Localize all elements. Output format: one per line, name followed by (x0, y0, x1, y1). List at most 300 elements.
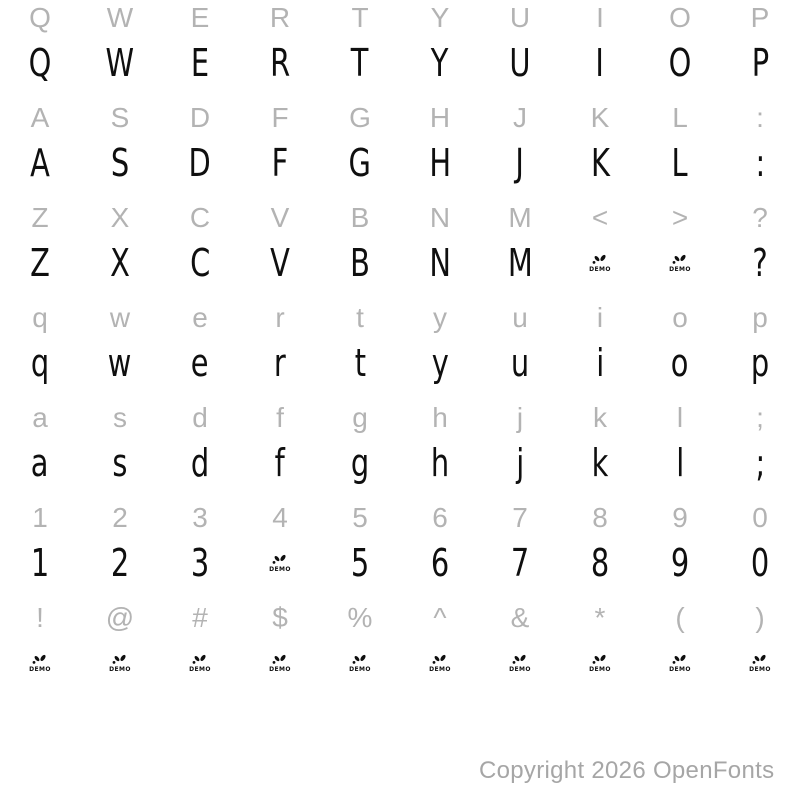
glyph-char: M (507, 241, 533, 285)
glyph-cell (0, 4, 80, 32)
glyph-char: B (350, 241, 370, 285)
glyph-char: w (109, 302, 131, 333)
glyph-cell (560, 541, 640, 585)
glyph-cell (720, 41, 800, 85)
glyph-cell (400, 241, 480, 285)
glyph-cell (640, 504, 720, 532)
glyph-cell (480, 654, 560, 673)
glyph-cell (400, 141, 480, 185)
glyph-char: K (590, 102, 610, 133)
glyph-char: R (269, 41, 291, 85)
glyph-char: X (110, 202, 130, 233)
glyph-char: 7 (510, 541, 530, 585)
glyph-char: 3 (192, 502, 208, 533)
glyph-cell (320, 141, 400, 185)
glyph-cell (560, 254, 640, 273)
glyph-char: J (513, 102, 527, 133)
glyph-char: I (596, 2, 604, 33)
glyph-char: 3 (190, 541, 210, 585)
demo-ornament-icon (272, 554, 288, 566)
glyph-cell (640, 41, 720, 85)
glyph-cell (240, 604, 320, 632)
glyph-char: W (105, 41, 135, 85)
reference-glyph-row (0, 200, 800, 236)
glyph-char: $ (272, 602, 288, 633)
glyph-cell (480, 41, 560, 85)
demo-label: DEMO (669, 665, 691, 673)
preview-glyph-row (0, 336, 800, 390)
glyph-cell (240, 141, 320, 185)
glyph-char: T (351, 41, 369, 85)
glyph-cell (240, 341, 320, 385)
glyph-char: 6 (432, 502, 448, 533)
demo-label: DEMO (29, 665, 51, 673)
glyph-char: D (188, 141, 212, 185)
glyph-char: ) (755, 602, 765, 633)
glyph-cell (0, 541, 80, 585)
glyph-char: G (348, 141, 372, 185)
glyph-cell (240, 204, 320, 232)
glyph-char: j (515, 441, 525, 485)
glyph-char: r (275, 302, 285, 333)
glyph-row-pair (0, 500, 800, 600)
glyph-char: A (30, 141, 50, 185)
glyph-cell (720, 654, 800, 673)
glyph-char: ? (752, 241, 768, 285)
glyph-row-pair (0, 400, 800, 500)
glyph-char: S (110, 102, 130, 133)
demo-label: DEMO (669, 265, 691, 273)
glyph-cell (240, 4, 320, 32)
glyph-cell (560, 404, 640, 432)
demo-glyph (669, 254, 691, 273)
glyph-char: K (590, 141, 610, 185)
glyph-row-pair (0, 200, 800, 300)
glyph-cell (720, 104, 800, 132)
glyph-cell (480, 504, 560, 532)
glyph-char: C (189, 202, 211, 233)
glyph-cell (400, 441, 480, 485)
glyph-cell (480, 204, 560, 232)
glyph-cell (240, 104, 320, 132)
glyph-cell (560, 341, 640, 385)
glyph-char: w (108, 341, 132, 385)
glyph-char: 6 (430, 541, 450, 585)
glyph-char: f (274, 441, 286, 485)
glyph-cell (480, 104, 560, 132)
footer-copyright: Copyright 2026 OpenFonts (479, 757, 775, 784)
glyph-char: S (110, 141, 130, 185)
glyph-cell (720, 604, 800, 632)
glyph-cell (0, 241, 80, 285)
glyph-char: k (593, 402, 607, 433)
glyph-cell (160, 654, 240, 673)
glyph-cell (480, 241, 560, 285)
glyph-cell (160, 341, 240, 385)
glyph-char: E (190, 2, 210, 33)
glyph-char: B (350, 202, 370, 233)
demo-ornament-icon (672, 254, 688, 266)
glyph-cell (400, 654, 480, 673)
glyph-char: a (31, 441, 49, 485)
glyph-cell (720, 541, 800, 585)
glyph-char: & (510, 602, 530, 633)
glyph-cell (160, 441, 240, 485)
glyph-char: M (508, 202, 532, 233)
demo-ornament-icon (592, 654, 608, 666)
glyph-char: X (110, 241, 130, 285)
glyph-cell (160, 141, 240, 185)
glyph-cell (160, 104, 240, 132)
glyph-char: y (433, 302, 447, 333)
glyph-cell (400, 304, 480, 332)
glyph-row-pair (0, 600, 800, 700)
glyph-char: Q (29, 2, 51, 33)
glyph-cell (640, 541, 720, 585)
glyph-char: Z (31, 202, 49, 233)
glyph-cell (640, 441, 720, 485)
demo-ornament-icon (752, 654, 768, 666)
glyph-cell (160, 41, 240, 85)
glyph-cell (80, 141, 160, 185)
demo-glyph (269, 654, 291, 673)
glyph-cell (480, 341, 560, 385)
glyph-char: ^ (433, 602, 447, 633)
glyph-cell (240, 554, 320, 573)
reference-glyph-row (0, 600, 800, 636)
glyph-cell (320, 404, 400, 432)
glyph-cell (320, 4, 400, 32)
glyph-cell (640, 604, 720, 632)
glyph-char: N (429, 241, 451, 285)
glyph-char: P (751, 41, 769, 85)
glyph-cell (720, 204, 800, 232)
demo-glyph (349, 654, 371, 673)
preview-glyph-row (0, 636, 800, 690)
glyph-char: 8 (592, 502, 608, 533)
glyph-cell (720, 4, 800, 32)
glyph-char: 5 (352, 502, 368, 533)
glyph-cell (640, 204, 720, 232)
glyph-cell (0, 504, 80, 532)
glyph-cell (160, 504, 240, 532)
glyph-char: F (271, 141, 289, 185)
glyph-char: E (190, 41, 210, 85)
glyph-cell (400, 341, 480, 385)
glyph-cell (80, 504, 160, 532)
glyph-char: 8 (590, 541, 610, 585)
glyph-char: O (669, 2, 691, 33)
glyph-cell (480, 141, 560, 185)
glyph-cell (0, 654, 80, 673)
glyph-char: ! (36, 602, 44, 633)
demo-glyph (269, 554, 291, 573)
demo-label: DEMO (509, 665, 531, 673)
glyph-char: k (591, 441, 609, 485)
glyph-cell (0, 441, 80, 485)
glyph-char: l (676, 402, 684, 433)
glyph-cell (480, 304, 560, 332)
glyph-char: g (352, 402, 368, 433)
glyph-char: s (112, 441, 128, 485)
glyph-char: V (270, 202, 290, 233)
glyph-char: s (113, 402, 127, 433)
glyph-cell (240, 441, 320, 485)
glyph-char: t (356, 302, 364, 333)
glyph-char: U (509, 2, 531, 33)
reference-glyph-row (0, 300, 800, 336)
demo-label: DEMO (589, 665, 611, 673)
glyph-char: a (32, 402, 48, 433)
glyph-cell (0, 204, 80, 232)
demo-ornament-icon (592, 254, 608, 266)
demo-glyph (749, 654, 771, 673)
glyph-char: 9 (670, 541, 690, 585)
glyph-cell (480, 541, 560, 585)
glyph-char: % (347, 602, 373, 633)
glyph-cell (640, 404, 720, 432)
glyph-char: 7 (512, 502, 528, 533)
glyph-cell (320, 241, 400, 285)
glyph-char: # (192, 602, 208, 633)
glyph-cell (0, 341, 80, 385)
glyph-cell (160, 204, 240, 232)
glyph-char: q (30, 341, 50, 385)
glyph-cell (640, 341, 720, 385)
glyph-char: ? (752, 202, 768, 233)
glyph-cell (240, 654, 320, 673)
glyph-char: W (106, 2, 134, 33)
glyph-cell (640, 104, 720, 132)
glyph-cell (320, 654, 400, 673)
glyph-char: e (191, 341, 209, 385)
glyph-cell (720, 404, 800, 432)
glyph-char: 1 (30, 541, 50, 585)
glyph-char: Q (28, 41, 52, 85)
preview-glyph-row (0, 136, 800, 190)
glyph-char: 9 (672, 502, 688, 533)
glyph-cell (640, 304, 720, 332)
glyph-cell (560, 204, 640, 232)
glyph-cell (640, 4, 720, 32)
glyph-char: f (276, 402, 284, 433)
glyph-cell (560, 604, 640, 632)
glyph-char: 0 (752, 502, 768, 533)
glyph-cell (160, 604, 240, 632)
demo-label: DEMO (189, 665, 211, 673)
glyph-char: j (516, 402, 524, 433)
glyph-char: Z (30, 241, 50, 285)
glyph-char: V (270, 241, 290, 285)
glyph-char: t (354, 341, 366, 385)
glyph-cell (400, 4, 480, 32)
glyph-cell (720, 341, 800, 385)
glyph-char: o (672, 302, 688, 333)
glyph-cell (0, 404, 80, 432)
preview-glyph-row (0, 236, 800, 290)
glyph-cell (0, 304, 80, 332)
glyph-cell (560, 141, 640, 185)
glyph-cell (320, 104, 400, 132)
preview-glyph-row (0, 36, 800, 90)
glyph-char: R (269, 2, 291, 33)
glyph-char: o (671, 341, 689, 385)
glyph-cell (320, 204, 400, 232)
glyph-char: Y (431, 41, 449, 85)
reference-glyph-row (0, 0, 800, 36)
demo-label: DEMO (109, 665, 131, 673)
glyph-cell (160, 404, 240, 432)
demo-label: DEMO (429, 665, 451, 673)
glyph-char: H (429, 141, 451, 185)
glyph-cell (320, 441, 400, 485)
glyph-cell (720, 504, 800, 532)
glyph-char: 5 (350, 541, 370, 585)
glyph-char: < (591, 202, 609, 233)
glyph-cell (320, 504, 400, 532)
glyph-cell (240, 504, 320, 532)
preview-glyph-row (0, 436, 800, 490)
glyph-cell (560, 304, 640, 332)
preview-glyph-row (0, 536, 800, 590)
demo-ornament-icon (352, 654, 368, 666)
glyph-cell (80, 304, 160, 332)
glyph-cell (80, 341, 160, 385)
glyph-cell (320, 541, 400, 585)
glyph-char: L (671, 141, 689, 185)
glyph-char: F (271, 102, 289, 133)
glyph-char: u (512, 302, 528, 333)
glyph-char: > (671, 202, 689, 233)
glyph-char: * (594, 602, 606, 633)
demo-glyph (589, 254, 611, 273)
glyph-char: D (189, 102, 211, 133)
demo-ornament-icon (272, 654, 288, 666)
glyph-char: d (190, 441, 210, 485)
glyph-char: : (755, 141, 765, 185)
glyph-char: C (189, 241, 211, 285)
glyph-cell (80, 441, 160, 485)
glyph-char: I (595, 41, 605, 85)
glyph-cell (80, 241, 160, 285)
glyph-cell (160, 4, 240, 32)
glyph-cell (480, 441, 560, 485)
glyph-cell (160, 304, 240, 332)
demo-label: DEMO (269, 665, 291, 673)
glyph-cell (400, 104, 480, 132)
demo-ornament-icon (32, 654, 48, 666)
glyph-cell (80, 4, 160, 32)
glyph-cell (400, 404, 480, 432)
reference-glyph-row (0, 500, 800, 536)
glyph-cell (480, 404, 560, 432)
glyph-cell (320, 604, 400, 632)
glyph-char: y (431, 341, 449, 385)
glyph-cell (640, 141, 720, 185)
glyph-cell (560, 441, 640, 485)
glyph-cell (400, 541, 480, 585)
demo-glyph (509, 654, 531, 673)
glyph-char: d (192, 402, 208, 433)
glyph-cell (80, 404, 160, 432)
demo-glyph (109, 654, 131, 673)
glyph-cell (400, 41, 480, 85)
glyph-cell (80, 104, 160, 132)
glyph-cell (240, 304, 320, 332)
glyph-char: 2 (110, 541, 130, 585)
glyph-char: i (596, 302, 604, 333)
glyph-row-pair (0, 100, 800, 200)
glyph-cell (560, 654, 640, 673)
glyph-char: h (430, 441, 450, 485)
glyph-cell (0, 604, 80, 632)
glyph-char: Y (430, 2, 450, 33)
glyph-cell (80, 41, 160, 85)
glyph-cell (720, 304, 800, 332)
glyph-char: l (675, 441, 685, 485)
demo-glyph (29, 654, 51, 673)
demo-glyph (589, 654, 611, 673)
glyph-char: H (429, 102, 451, 133)
glyph-cell (0, 41, 80, 85)
glyph-cell (240, 404, 320, 432)
demo-label: DEMO (749, 665, 771, 673)
glyph-char: 4 (272, 502, 288, 533)
glyph-char: u (510, 341, 530, 385)
glyph-cell (80, 604, 160, 632)
glyph-char: p (750, 341, 770, 385)
glyph-char: 2 (112, 502, 128, 533)
glyph-cell (560, 504, 640, 532)
glyph-char: i (595, 341, 605, 385)
demo-glyph (669, 654, 691, 673)
glyph-char: h (432, 402, 448, 433)
glyph-cell (480, 604, 560, 632)
glyph-cell (640, 654, 720, 673)
glyph-char: T (351, 2, 369, 33)
glyph-char: O (668, 41, 692, 85)
glyph-cell (80, 541, 160, 585)
glyph-cell (0, 104, 80, 132)
glyph-cell (0, 141, 80, 185)
glyph-cell (560, 41, 640, 85)
glyph-char: : (756, 102, 764, 133)
reference-glyph-row (0, 400, 800, 436)
glyph-cell (400, 204, 480, 232)
glyph-cell (320, 341, 400, 385)
glyph-cell (720, 441, 800, 485)
demo-label: DEMO (349, 665, 371, 673)
glyph-cell (80, 204, 160, 232)
glyph-char: U (509, 41, 531, 85)
glyph-row-pair (0, 0, 800, 100)
glyph-char: G (349, 102, 371, 133)
glyph-cell (400, 604, 480, 632)
reference-glyph-row (0, 100, 800, 136)
demo-ornament-icon (192, 654, 208, 666)
glyph-char: A (30, 102, 50, 133)
glyph-cell (560, 4, 640, 32)
glyph-char: e (192, 302, 208, 333)
glyph-cell (560, 104, 640, 132)
glyph-char: ; (756, 402, 764, 433)
glyph-char: @ (105, 602, 135, 633)
demo-ornament-icon (672, 654, 688, 666)
glyph-cell (320, 41, 400, 85)
glyph-char: ; (755, 441, 765, 485)
glyph-char: N (429, 202, 451, 233)
glyph-cell (80, 654, 160, 673)
